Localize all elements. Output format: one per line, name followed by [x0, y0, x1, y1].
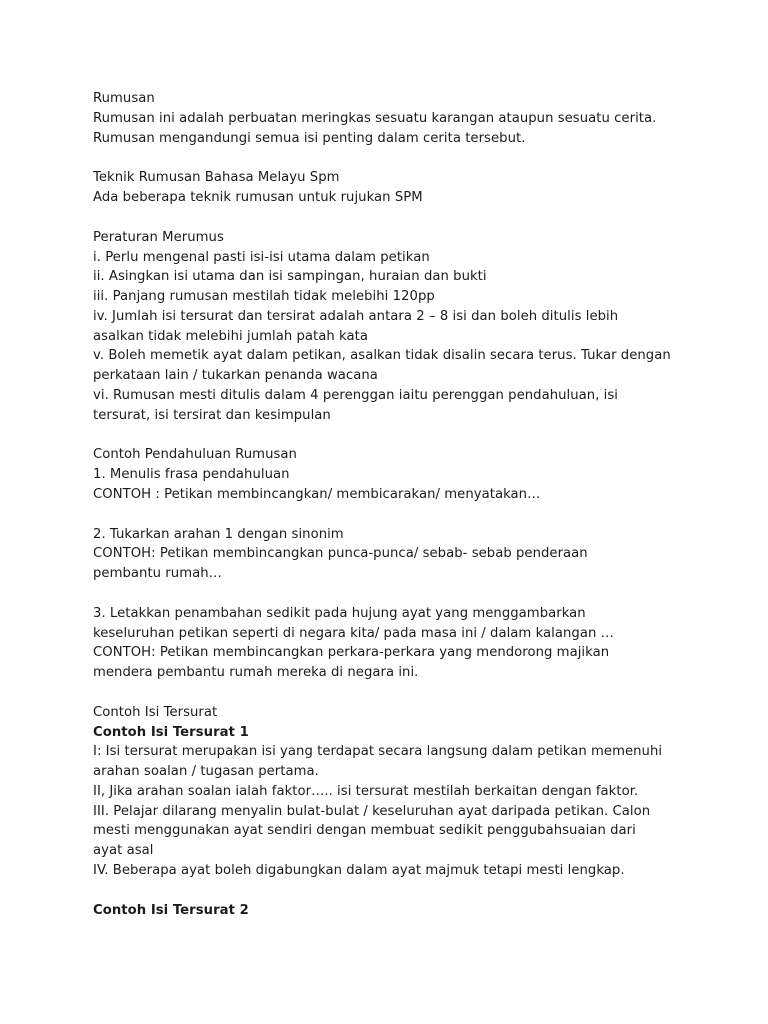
document-section [93, 901, 693, 921]
text-line: Rumusan ini adalah perbuatan meringkas sesuatu karangan ataupun sesuatu cerita. [93, 110, 657, 126]
text-line: mesti menggunakan ayat sendiri dengan membuat sedikit penggubahsuaian dari [93, 823, 636, 839]
section-heading: Contoh Isi Tersurat 2 [93, 902, 249, 918]
text-line: asalkan tidak melebihi jumlah patah kata [93, 328, 368, 344]
text-line: Contoh Isi Tersurat [93, 704, 218, 720]
text-line: iv. Jumlah isi tersurat dan tersirat adalah antara 2 – 8 isi dan boleh ditulis lebih [93, 308, 619, 324]
text-line: CONTOH: Petikan membincangkan perkara-perkara yang mendorong majikan [93, 645, 610, 661]
document-section [93, 89, 693, 148]
text-line: mendera pembantu rumah mereka di negara ini. [93, 665, 419, 680]
text-line: IV. Beberapa ayat boleh digabungkan dalam ayat majmuk tetapi mesti lengkap. [93, 862, 625, 878]
document-section [93, 445, 693, 504]
text-line: ayat asal [93, 843, 154, 858]
text-line: 3. Letakkan penambahan sedikit pada hujung ayat yang menggambarkan [93, 605, 586, 621]
text-line: i. Perlu mengenal pasti isi-isi utama dalam petikan [93, 249, 430, 265]
text-line: I: Isi tersurat merupakan isi yang terdapat secara langsung dalam petikan memenuhi [93, 744, 663, 760]
document-section [93, 228, 693, 426]
text-line: III. Pelajar dilarang menyalin bulat-bulat / keseluruhan ayat daripada petikan. Calon [93, 803, 651, 819]
paragraph-gap [93, 683, 693, 703]
paragraph-gap [93, 881, 693, 901]
paragraph-gap [93, 208, 693, 228]
document-section [93, 703, 693, 881]
text-line: CONTOH: Petikan membincangkan punca-punca/ sebab- sebab penderaan [93, 546, 588, 562]
document-page [93, 89, 693, 920]
text-line: tersurat, isi tersirat dan kesimpulan [93, 407, 331, 423]
text-line: pembantu rumah… [93, 566, 222, 581]
text-line: Ada beberapa teknik rumusan untuk rujukan SPM [93, 190, 423, 205]
text-line: Contoh Pendahuluan Rumusan [93, 447, 297, 463]
text-line: v. Boleh memetik ayat dalam petikan, asalkan tidak disalin secara terus. Tukar dengan [93, 348, 671, 364]
text-line: Rumusan mengandungi semua isi penting dalam cerita tersebut. [93, 130, 526, 146]
paragraph-gap [93, 584, 693, 604]
text-line: arahan soalan / tugasan pertama. [93, 764, 319, 779]
paragraph-gap [93, 505, 693, 525]
document-section [93, 525, 693, 584]
text-line: 1. Menulis frasa pendahuluan [93, 467, 290, 482]
text-line: Rumusan [93, 91, 155, 106]
text-line: ii. Asingkan isi utama dan isi sampingan, huraian dan bukti [93, 269, 487, 285]
text-line: keseluruhan petikan seperti di negara kita/ pada masa ini / dalam kalangan … [93, 625, 614, 641]
text-line: Teknik Rumusan Bahasa Melayu Spm [93, 170, 340, 186]
text-line: iii. Panjang rumusan mestilah tidak melebihi 120pp [93, 289, 435, 304]
document-section [93, 168, 693, 208]
text-line: II, Jika arahan soalan ialah faktor….. isi tersurat mestilah berkaitan dengan faktor. [93, 783, 639, 799]
text-line: perkataan lain / tukarkan penanda wacana [93, 368, 378, 383]
text-line: vi. Rumusan mesti ditulis dalam 4 perenggan iaitu perenggan pendahuluan, isi [93, 387, 619, 403]
paragraph-gap [93, 425, 693, 445]
text-line: Peraturan Merumus [93, 229, 224, 245]
document-section [93, 604, 693, 683]
section-heading: Contoh Isi Tersurat 1 [93, 724, 249, 740]
paragraph-gap [93, 148, 693, 168]
text-line: CONTOH : Petikan membincangkan/ membicarakan/ menyatakan… [93, 486, 541, 502]
text-line: 2. Tukarkan arahan 1 dengan sinonim [93, 526, 344, 542]
